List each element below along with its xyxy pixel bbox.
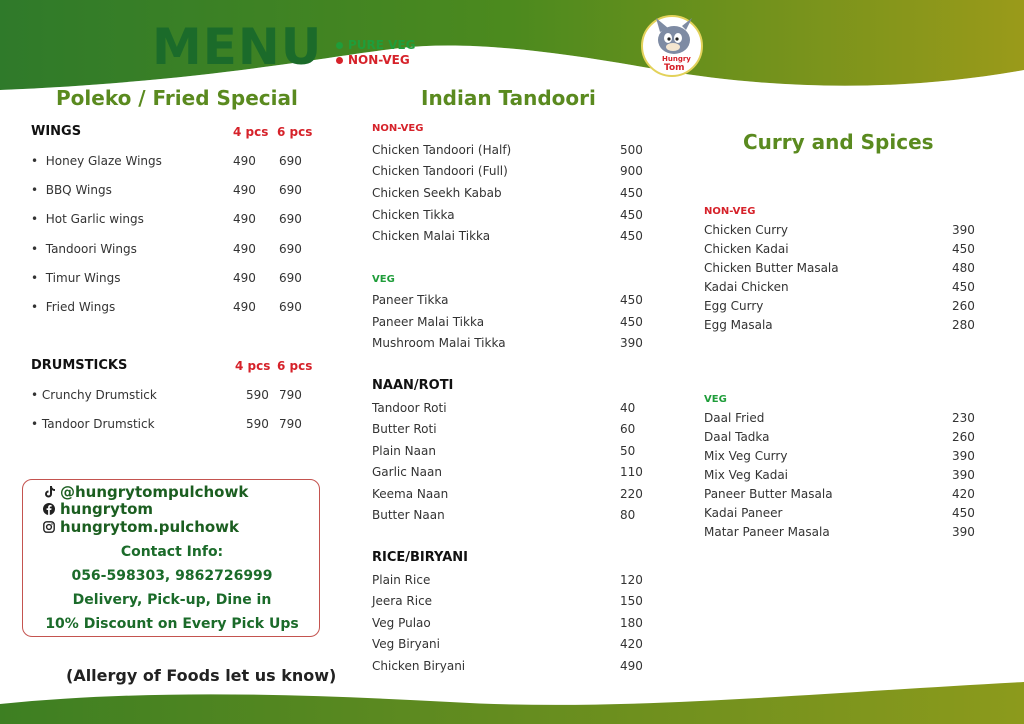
item-price: 390 — [952, 525, 975, 539]
item-price: 450 — [952, 242, 975, 256]
allergy-note: (Allergy of Foods let us know) — [66, 666, 337, 685]
item-price-6pcs: 690 — [279, 242, 302, 256]
contact-info-title: Contact Info: — [120, 544, 224, 560]
legend-non-veg-label: NON-VEG — [348, 53, 410, 67]
item-price: 450 — [620, 315, 643, 329]
cartoon-cat-logo-icon — [640, 14, 704, 78]
list-item: Keema Naan — [372, 487, 449, 501]
list-item: Kadai Paneer — [704, 506, 783, 520]
list-item: Garlic Naan — [372, 465, 442, 479]
legend-pure-veg-label: PURE VEG — [348, 38, 416, 52]
list-item: Paneer Malai Tikka — [372, 315, 485, 329]
tiktok-icon — [43, 486, 55, 498]
list-item: Chicken Malai Tikka — [372, 229, 491, 243]
item-price: 220 — [620, 487, 643, 501]
item-price-6pcs: 790 — [279, 388, 302, 402]
facebook-handle-text: hungrytom — [60, 500, 154, 518]
item-price: 420 — [620, 637, 643, 651]
list-item: Jeera Rice — [372, 594, 433, 608]
item-price: 500 — [620, 143, 643, 157]
item-price: 900 — [620, 164, 643, 178]
item-price: 390 — [952, 468, 975, 482]
list-item: Egg Curry — [704, 299, 764, 313]
list-item: Chicken Curry — [704, 223, 788, 237]
item-name: Hot Garlic wings — [45, 212, 144, 226]
list-item: Mix Veg Kadai — [704, 468, 789, 482]
list-item: • Timur Wings — [31, 271, 121, 285]
section-title-indian-tandoori: Indian Tandoori — [421, 86, 596, 110]
item-price: 450 — [952, 506, 975, 520]
instagram-handle-text: hungrytom.pulchowk — [60, 518, 240, 536]
item-price-4pcs: 490 — [233, 154, 256, 168]
item-name: Crunchy Drumstick — [41, 388, 157, 402]
list-item: Plain Naan — [372, 444, 436, 458]
item-price: 60 — [620, 422, 636, 436]
item-price: 40 — [620, 401, 636, 415]
list-item: Chicken Seekh Kabab — [372, 186, 502, 200]
drumsticks-col-4pcs: 4 pcs — [235, 359, 271, 373]
list-item: Chicken Tandoori (Half) — [372, 143, 512, 157]
list-item: • Honey Glaze Wings — [31, 154, 162, 168]
list-item: Chicken Tandoori (Full) — [372, 164, 508, 178]
item-name: Fried Wings — [45, 300, 116, 314]
contact-info-box — [22, 479, 320, 637]
menu-title: MENU — [152, 18, 323, 76]
list-item: Mix Veg Curry — [704, 449, 788, 463]
logo-text-hungry: Hungry — [662, 55, 691, 63]
list-item: Chicken Biryani — [372, 659, 466, 673]
list-item: Matar Paneer Masala — [704, 525, 830, 539]
list-item: Tandoor Roti — [372, 401, 447, 415]
item-price: 80 — [620, 508, 636, 522]
item-price-6pcs: 790 — [279, 417, 302, 431]
curry-veg-label: VEG — [704, 394, 727, 405]
item-price-4pcs: 490 — [233, 242, 256, 256]
list-item: • Hot Garlic wings — [31, 212, 144, 226]
item-price-6pcs: 690 — [279, 271, 302, 285]
item-price-6pcs: 690 — [279, 300, 302, 314]
item-price: 450 — [952, 280, 975, 294]
item-price: 450 — [620, 208, 643, 222]
item-price: 110 — [620, 465, 643, 479]
item-price-4pcs: 490 — [233, 212, 256, 226]
list-item: Daal Tadka — [704, 430, 770, 444]
diet-legend — [336, 38, 416, 68]
list-item: • Tandoori Wings — [31, 242, 137, 256]
item-price: 390 — [952, 223, 975, 237]
item-price-4pcs: 490 — [233, 300, 256, 314]
logo-text-tom: Tom — [664, 63, 685, 73]
item-price-4pcs: 590 — [246, 417, 269, 431]
item-price: 50 — [620, 444, 636, 458]
list-item: Egg Masala — [704, 318, 773, 332]
item-price-4pcs: 490 — [233, 183, 256, 197]
list-item: Daal Fried — [704, 411, 765, 425]
wings-col-6pcs: 6 pcs — [277, 125, 313, 139]
list-item: Mushroom Malai Tikka — [372, 336, 506, 350]
item-price: 490 — [620, 659, 643, 673]
list-item: • BBQ Wings — [31, 183, 112, 197]
list-item: Chicken Tikka — [372, 208, 455, 222]
category-title-drumsticks: DRUMSTICKS — [31, 358, 128, 373]
item-price-6pcs: 690 — [279, 183, 302, 197]
item-price: 390 — [620, 336, 643, 350]
item-price: 120 — [620, 573, 643, 587]
item-price: 180 — [620, 616, 643, 630]
list-item: Plain Rice — [372, 573, 431, 587]
tandoori-non-veg-label: NON-VEG — [372, 123, 424, 134]
item-name: Tandoor Drumstick — [41, 417, 155, 431]
list-item: Chicken Butter Masala — [704, 261, 839, 275]
category-title-wings: WINGS — [31, 124, 82, 139]
service-options: Delivery, Pick-up, Dine in — [72, 592, 272, 608]
item-name: BBQ Wings — [45, 183, 112, 197]
tiktok-handle-text: @hungrytompulchowk — [60, 483, 249, 501]
item-price-6pcs: 690 — [279, 212, 302, 226]
curry-non-veg-label: NON-VEG — [704, 206, 756, 217]
list-item: Veg Pulao — [372, 616, 431, 630]
item-price: 260 — [952, 299, 975, 313]
list-item: Butter Naan — [372, 508, 445, 522]
list-item: Veg Biryani — [372, 637, 440, 651]
list-item: Butter Roti — [372, 422, 437, 436]
item-price: 280 — [952, 318, 975, 332]
item-name: Timur Wings — [45, 271, 121, 285]
item-name: Honey Glaze Wings — [45, 154, 162, 168]
section-title-fried-special: Poleko / Fried Special — [56, 86, 298, 110]
item-price: 260 — [952, 430, 975, 444]
facebook-handle[interactable] — [43, 500, 153, 518]
category-title-naan-roti: NAAN/ROTI — [372, 378, 454, 393]
list-item: • Crunchy Drumstick — [31, 388, 157, 402]
item-price-4pcs: 490 — [233, 271, 256, 285]
item-price: 150 — [620, 594, 643, 608]
legend-non-veg — [336, 53, 416, 68]
item-price: 480 — [952, 261, 975, 275]
list-item: • Fried Wings — [31, 300, 116, 314]
item-name: Tandoori Wings — [45, 242, 137, 256]
section-title-curry-spices: Curry and Spices — [743, 130, 934, 154]
item-price: 390 — [952, 449, 975, 463]
item-price: 450 — [620, 186, 643, 200]
green-dot-icon — [336, 42, 343, 49]
facebook-icon — [43, 503, 55, 515]
list-item: Chicken Kadai — [704, 242, 789, 256]
red-dot-icon — [336, 57, 343, 64]
contact-phone-numbers[interactable]: 056-598303, 9862726999 — [71, 568, 273, 584]
tiktok-handle[interactable] — [43, 483, 248, 501]
category-title-rice-biryani: RICE/BIRYANI — [372, 550, 469, 565]
list-item: Paneer Butter Masala — [704, 487, 833, 501]
item-price: 230 — [952, 411, 975, 425]
instagram-icon — [43, 521, 55, 533]
list-item: Paneer Tikka — [372, 293, 449, 307]
list-item: Kadai Chicken — [704, 280, 789, 294]
drumsticks-col-6pcs: 6 pcs — [277, 359, 313, 373]
tandoori-veg-label: VEG — [372, 274, 395, 285]
item-price-6pcs: 690 — [279, 154, 302, 168]
item-price: 420 — [952, 487, 975, 501]
legend-pure-veg — [336, 38, 416, 53]
instagram-handle[interactable] — [43, 518, 239, 536]
wings-col-4pcs: 4 pcs — [233, 125, 269, 139]
item-price: 450 — [620, 293, 643, 307]
item-price-4pcs: 590 — [246, 388, 269, 402]
item-price: 450 — [620, 229, 643, 243]
list-item: • Tandoor Drumstick — [31, 417, 155, 431]
pickup-discount-note: 10% Discount on Every Pick Ups — [45, 616, 299, 632]
